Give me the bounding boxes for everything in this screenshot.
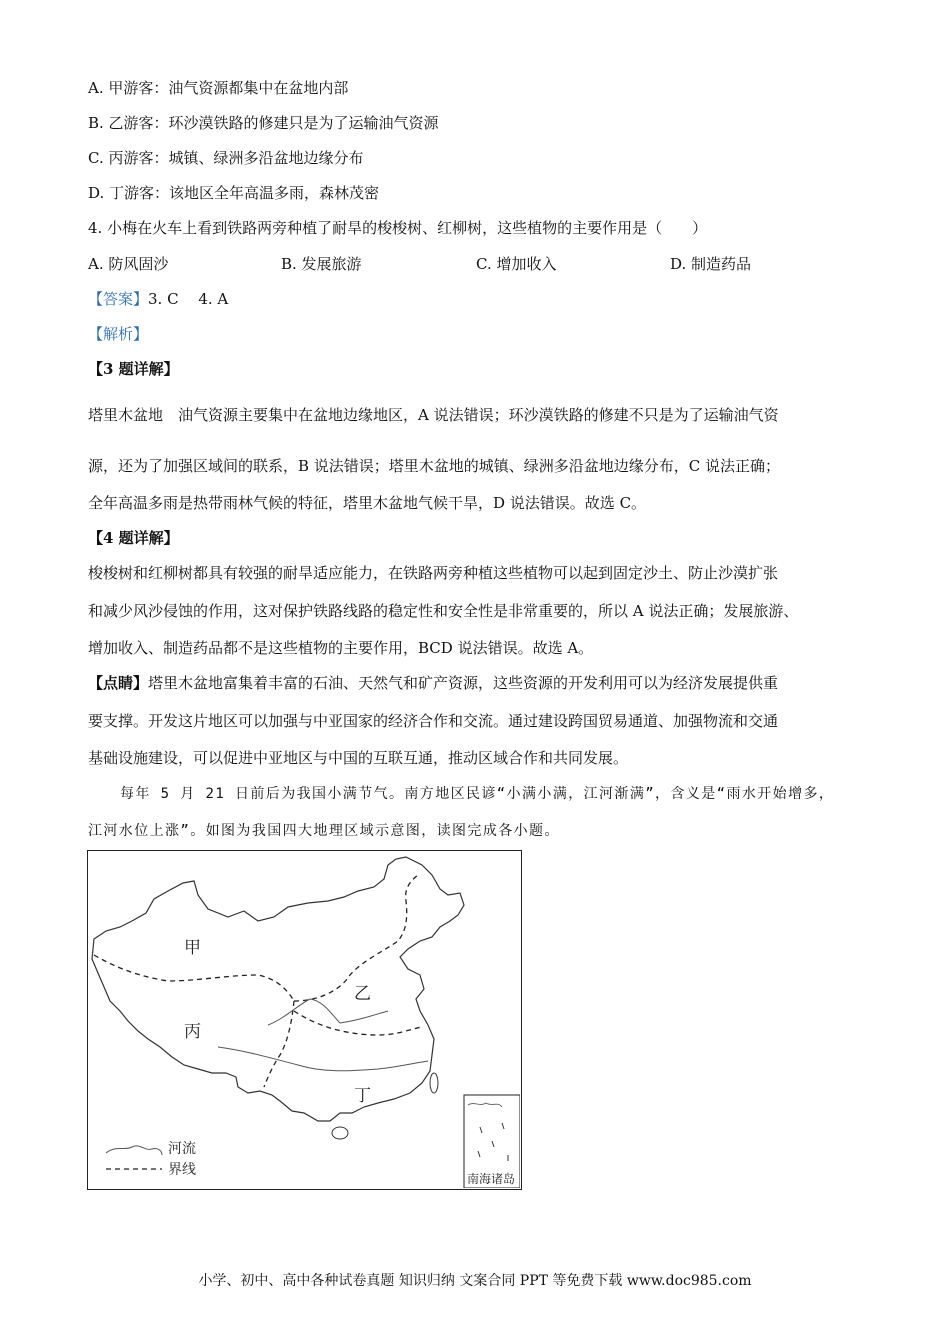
tip-line-2: 要支撑。开发这片地区可以加强与中亚国家的经济合作和交流。通过建设跨国贸易通道、加强物流和交通 [88, 712, 779, 730]
region-bing: 丙 [184, 1022, 201, 1041]
q3-option-b: B. 乙游客：环沙漠铁路的修建只是为了运输油气资源 [88, 114, 439, 132]
page-footer: 小学、初中、高中各种试卷真题 知识归纳 文案合同 PPT 等免费下载 www.doc985.com [198, 1273, 752, 1289]
intro-line-1: 每年 5 月 21 日前后为我国小满节气。南方地区民谚“小满小满，江河渐满”，含义是“雨水开始增多， [120, 786, 835, 802]
q3-detail-line-1: 塔里木盆地 油气资源主要集中在盆地边缘地区，A 说法错误；环沙漠铁路的修建不只是为了运输油气资 [88, 406, 779, 424]
region-yi: 乙 [354, 984, 371, 1003]
answer-label: 【答案】 [88, 290, 149, 308]
q3-detail-line-2: 源，还为了加强区域间的联系，B 说法错误；塔里木盆地的城镇、绿洲多沿盆地边缘分布，C 说法正确； [88, 457, 781, 475]
q4-stem: 4. 小梅在火车上看到铁路两旁种植了耐旱的梭梭树、红柳树，这些植物的主要作用是（ ） [88, 219, 708, 237]
yangtze-river [218, 1047, 428, 1071]
answer-text: 3. C 4. A [148, 290, 229, 308]
q4-detail-line-1: 梭梭树和红柳树都具有较强的耐旱适应能力，在铁路两旁种植这些植物可以起到固定沙土、防止沙漠扩张 [88, 564, 779, 582]
tip-text-1: 塔里木盆地富集着丰富的石油、天然气和矿产资源，这些资源的开发利用可以为经济发展提供重 [148, 674, 779, 692]
intro-line-2: 江河水位上涨”。如图为我国四大地理区域示意图，读图完成各小题。 [88, 823, 560, 839]
region-ding: 丁 [354, 1086, 371, 1105]
china-regions-map [87, 850, 522, 1190]
q4-option-c: C. 增加收入 [476, 255, 557, 273]
legend-boundary-label: 界线 [168, 1161, 196, 1177]
legend-river-symbol [106, 1146, 162, 1155]
boundary-north-northwest [94, 955, 294, 1001]
q3-option-d: D. 丁游客：该地区全年高温多雨，森林茂密 [88, 184, 380, 202]
tip-line-3: 基础设施建设，可以促进中亚地区与中国的互联互通，推动区域合作和共同发展。 [88, 749, 629, 767]
boundary-tibet-plateau [264, 1001, 294, 1087]
region-jia: 甲 [184, 938, 201, 957]
boundary-qinling-huaihe [294, 1011, 422, 1035]
china-outline [92, 857, 464, 1121]
q4-detail-heading: 【4 题详解】 [88, 529, 179, 547]
hainan-island [332, 1127, 348, 1139]
q3-detail-heading: 【3 题详解】 [88, 360, 179, 378]
q3-option-c: C. 丙游客：城镇、绿洲多沿盆地边缘分布 [88, 149, 364, 167]
q4-option-b: B. 发展旅游 [281, 255, 362, 273]
tip-line-1 [88, 672, 778, 693]
q4-detail-line-2: 和减少风沙侵蚀的作用，这对保护铁路线路的稳定性和安全性是非常重要的，所以 A 说法正确；发展旅游、 [88, 602, 799, 620]
inset-label: 南海诸岛 [467, 1172, 516, 1186]
q3-detail-line-3: 全年高温多雨是热带雨林气候的特征，塔里木盆地气候干旱，D 说法错误。故选 C。 [88, 494, 647, 512]
legend-river-label: 河流 [168, 1140, 196, 1156]
answer-line [88, 288, 228, 309]
map-drawing [88, 851, 520, 1188]
boundary-northeast [294, 875, 418, 1001]
tip-label: 【点睛】 [88, 674, 149, 692]
q4-option-d: D. 制造药品 [670, 255, 752, 273]
taiwan-island [430, 1073, 438, 1093]
q4-option-a: A. 防风固沙 [88, 255, 169, 273]
q3-option-a: A. 甲游客：油气资源都集中在盆地内部 [88, 79, 349, 97]
analysis-label: 【解析】 [88, 325, 149, 343]
q4-detail-line-3: 增加收入、制造药品都不是这些植物的主要作用，BCD 说法错误。故选 A。 [88, 639, 594, 657]
